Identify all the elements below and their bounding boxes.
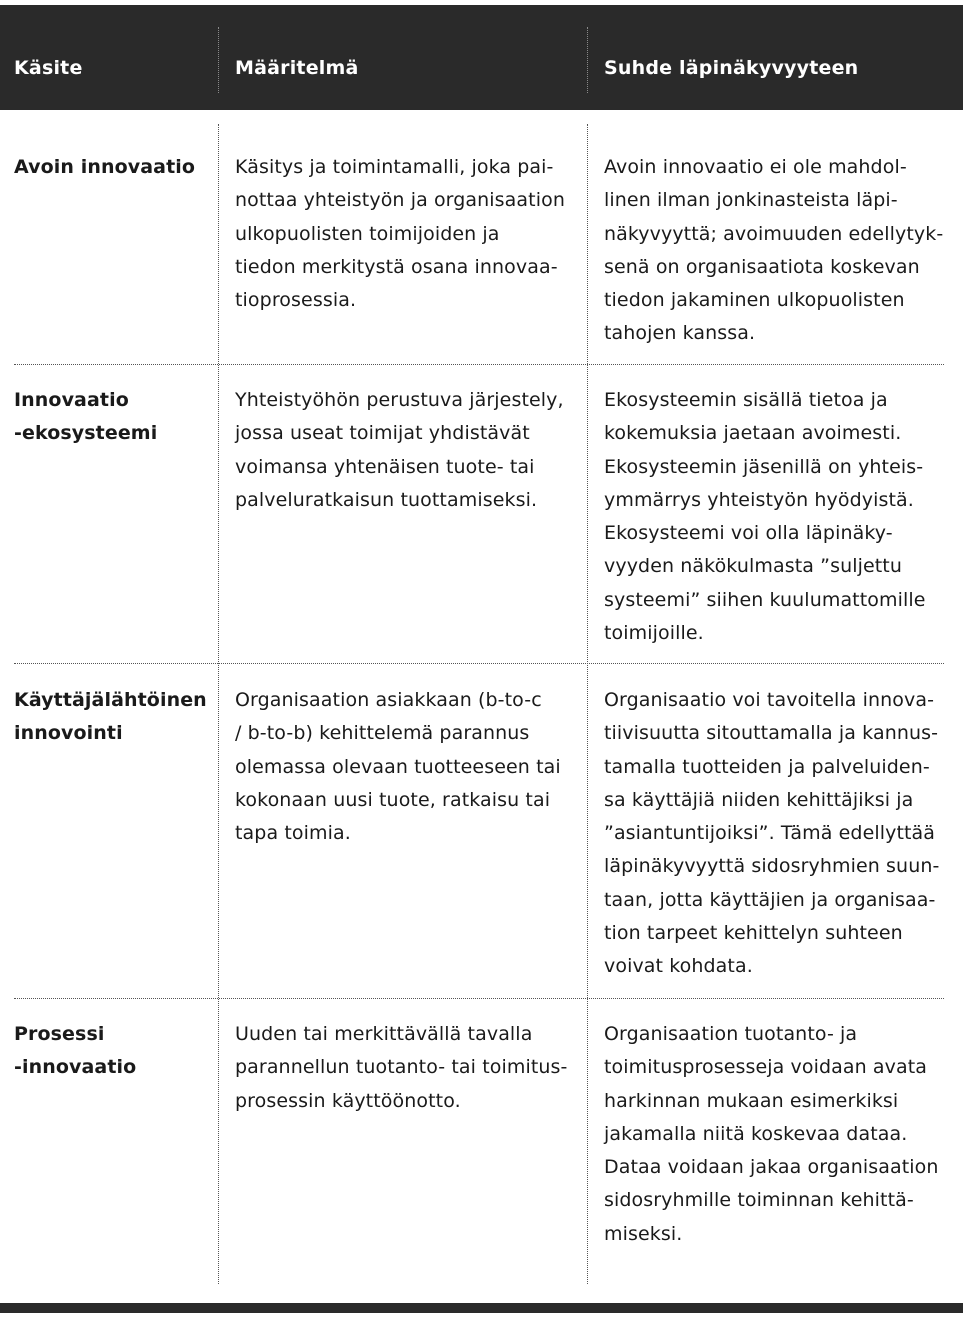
- header-divider: [218, 27, 219, 93]
- row-term: Avoin innovaatio: [14, 156, 196, 178]
- header-concept: Käsite: [14, 57, 83, 79]
- row-divider: [14, 998, 944, 999]
- row-relation: Avoin innovaatio ei ole mahdol- linen ilman jonkinasteista läpi- näkyvyyttä; avoimuuden edellytyk- senä on organisaatiota koskevan tiedon jakaminen ulkopuolisten tahojen kanssa.: [604, 156, 944, 345]
- table-bottom-bar: [0, 1303, 963, 1313]
- row-term: Prosessi -innovaatio: [14, 1023, 137, 1079]
- column-divider: [218, 124, 219, 1284]
- header-definition: Määritelmä: [235, 57, 359, 79]
- row-divider: [14, 663, 944, 664]
- header-relation: Suhde läpinäkyvyyteen: [604, 57, 859, 79]
- row-definition: Organisaation asiakkaan (b-to-c / b-to-b) kehittelemä parannus olemassa olevaan tuotteeseen tai kokonaan uusi tuote, ratkaisu tai tapa toimia.: [235, 689, 561, 845]
- row-divider: [14, 364, 944, 365]
- row-definition: Yhteistyöhön perustuva järjestely, jossa useat toimijat yhdistävät voimansa yhtenäisen tuote- tai palveluratkaisun tuottamiseksi.: [235, 389, 564, 511]
- row-relation: Ekosysteemin sisällä tietoa ja kokemuksia jaetaan avoimesti. Ekosysteemin jäsenillä on yhteis- ymmärrys yhteistyön hyödyistä. Ekosysteemi voi olla läpinäky- vyyden näkökulmasta ”suljettu systeemi” siihen kuulumattomille toimijoille.: [604, 389, 926, 645]
- column-divider: [587, 124, 588, 1284]
- row-relation: Organisaatio voi tavoitella innova- tiivisuutta sitouttamalla ja kannus- tamalla tuotteiden ja palveluiden- sa käyttäjiä niiden kehittäjiksi ja ”asiantuntijoiksi”. Tämä edellyttää läpinäkyvyyttä sidosryhmien suun- taan, jotta käyttäjien ja organisaa- tion tarpeet kehittelyn suhteen voivat kohdata.: [604, 689, 940, 978]
- row-term: Käyttäjälähtöinen innovointi: [14, 689, 207, 745]
- row-term: Innovaatio -ekosysteemi: [14, 389, 158, 445]
- row-definition: Käsitys ja toimintamalli, joka pai- nottaa yhteistyön ja organisaation ulkopuolisten toimijoiden ja tiedon merkitystä osana innovaa- tioprosessia.: [235, 156, 565, 312]
- header-divider: [587, 27, 588, 93]
- row-relation: Organisaation tuotanto- ja toimitusprosesseja voidaan avata harkinnan mukaan esimerkiksi jakamalla niitä koskevaa dataa. Dataa voidaan jakaa organisaation sidosryhmille toiminnan kehittä- miseksi.: [604, 1023, 939, 1245]
- table-header: [0, 5, 963, 110]
- row-definition: Uuden tai merkittävällä tavalla parannellun tuotanto- tai toimitus- prosessin käyttöönotto.: [235, 1023, 568, 1112]
